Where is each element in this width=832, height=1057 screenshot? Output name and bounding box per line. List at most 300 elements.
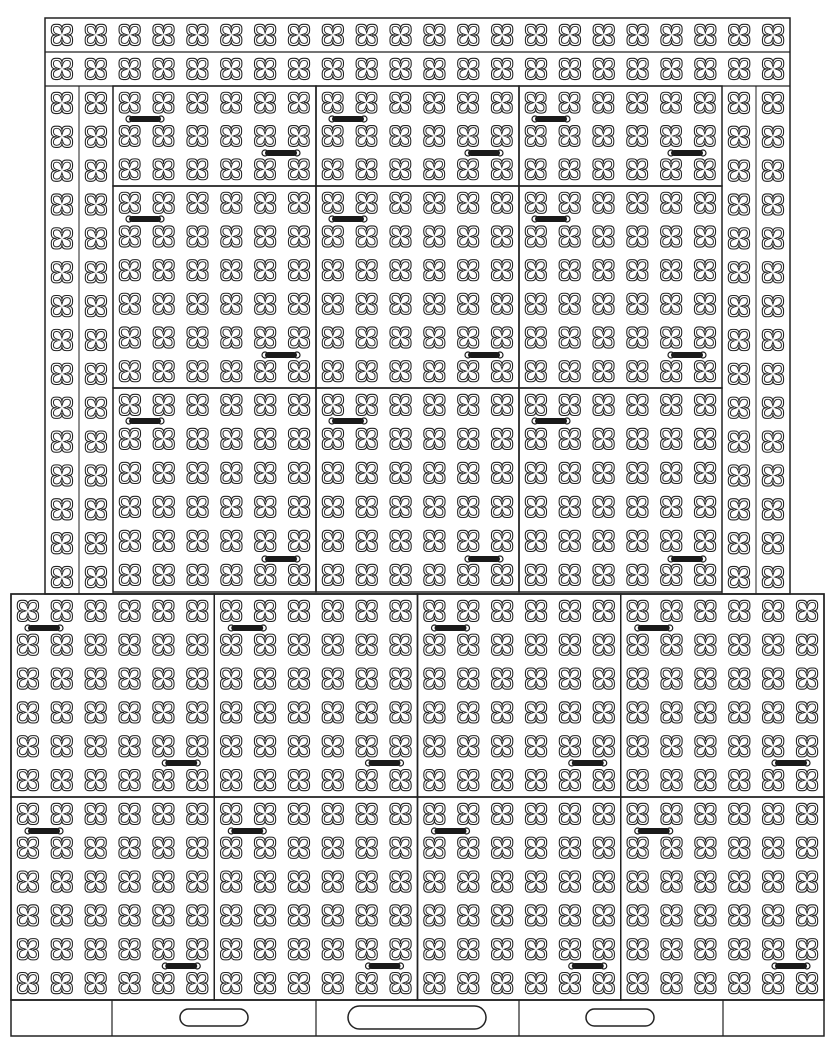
cross-cutout-icon: [661, 361, 682, 382]
cross-cutout-icon: [627, 837, 648, 858]
cross-cutout-icon: [187, 293, 208, 314]
cross-cutout-icon: [322, 668, 343, 689]
cross-cutout-icon: [593, 905, 614, 926]
cross-cutout-icon: [627, 668, 648, 689]
cross-cutout-icon: [492, 736, 513, 757]
cross-cutout-icon: [458, 634, 479, 655]
cross-cutout-icon: [187, 600, 208, 621]
cross-cutout-icon: [762, 126, 783, 147]
cross-cutout-icon: [627, 803, 648, 824]
cross-cutout-icon: [17, 668, 38, 689]
cross-cutout-icon: [390, 226, 411, 247]
cross-cutout-icon: [390, 58, 411, 79]
cross-cutout-icon: [458, 394, 479, 415]
cross-cutout-icon: [153, 905, 174, 926]
cross-cutout-icon: [51, 465, 72, 486]
cross-cutout-icon: [85, 600, 106, 621]
cross-cutout-icon: [254, 769, 275, 790]
cross-cutout-icon: [458, 939, 479, 960]
cross-cutout-icon: [728, 228, 749, 249]
cross-cutout-icon: [85, 92, 106, 113]
cross-cutout-icon: [356, 736, 377, 757]
cross-cutout-icon: [491, 428, 512, 449]
cross-cutout-icon: [390, 702, 411, 723]
cross-cutout-icon: [187, 496, 208, 517]
cross-cutout-icon: [593, 92, 614, 113]
cross-cutout-icon: [153, 634, 174, 655]
cross-cutout-icon: [153, 428, 174, 449]
cross-cutout-icon: [85, 58, 106, 79]
cross-cutout-icon: [491, 361, 512, 382]
cross-cutout-icon: [17, 837, 38, 858]
cross-cutout-icon: [424, 361, 445, 382]
cross-cutout-icon: [694, 293, 715, 314]
cross-cutout-icon: [322, 769, 343, 790]
cross-cutout-icon: [424, 668, 445, 689]
cross-cutout-icon: [559, 600, 580, 621]
cross-cutout-icon: [51, 972, 72, 993]
cross-cutout-icon: [458, 293, 479, 314]
cross-cutout-icon: [322, 462, 343, 483]
cross-cutout-icon: [627, 905, 648, 926]
cross-cutout-icon: [661, 126, 682, 147]
cross-cutout-icon: [153, 769, 174, 790]
cross-cutout-icon: [525, 972, 546, 993]
cross-cutout-icon: [661, 837, 682, 858]
cross-cutout-icon: [492, 634, 513, 655]
cross-cutout-icon: [390, 159, 411, 180]
cross-cutout-icon: [119, 58, 140, 79]
cross-cutout-icon: [153, 600, 174, 621]
cross-cutout-icon: [17, 702, 38, 723]
cross-cutout-icon: [525, 702, 546, 723]
cross-cutout-icon: [728, 363, 749, 384]
cross-cutout-icon: [390, 939, 411, 960]
cross-cutout-icon: [51, 803, 72, 824]
cross-cutout-icon: [356, 564, 377, 585]
cross-cutout-icon: [491, 394, 512, 415]
cross-cutout-icon: [695, 600, 716, 621]
cross-cutout-icon: [559, 530, 580, 551]
cross-cutout-icon: [85, 837, 106, 858]
cross-cutout-icon: [729, 939, 750, 960]
cross-cutout-icon: [458, 58, 479, 79]
upper-panel-section: [45, 18, 790, 594]
cross-cutout-icon: [153, 530, 174, 551]
cross-cutout-icon: [17, 769, 38, 790]
cross-cutout-icon: [694, 394, 715, 415]
cross-cutout-icon: [763, 803, 784, 824]
cross-cutout-icon: [51, 871, 72, 892]
cross-cutout-icon: [322, 92, 343, 113]
cross-cutout-icon: [559, 428, 580, 449]
cross-cutout-icon: [322, 837, 343, 858]
cross-cutout-icon: [356, 905, 377, 926]
cross-cutout-icon: [356, 530, 377, 551]
cross-cutout-icon: [694, 428, 715, 449]
cross-cutout-icon: [288, 361, 309, 382]
cross-cutout-icon: [694, 327, 715, 348]
cross-cutout-icon: [221, 803, 242, 824]
cross-cutout-icon: [729, 972, 750, 993]
cross-cutout-icon: [492, 58, 513, 79]
handle-icon: [262, 352, 300, 358]
lower-panel: [621, 797, 824, 1000]
cross-cutout-icon: [255, 293, 276, 314]
cross-cutout-icon: [221, 394, 242, 415]
cross-cutout-icon: [153, 192, 174, 213]
cross-cutout-icon: [390, 668, 411, 689]
cross-cutout-icon: [525, 327, 546, 348]
cross-cutout-icon: [153, 972, 174, 993]
handle-icon: [569, 760, 607, 766]
cross-cutout-icon: [254, 939, 275, 960]
base-frame: [11, 1000, 824, 1036]
cross-cutout-icon: [661, 702, 682, 723]
cross-cutout-icon: [356, 159, 377, 180]
cross-cutout-icon: [695, 24, 716, 45]
cross-cutout-icon: [593, 260, 614, 281]
cross-cutout-icon: [85, 397, 106, 418]
cross-cutout-icon: [424, 293, 445, 314]
cross-cutout-icon: [254, 634, 275, 655]
handle-icon: [465, 352, 503, 358]
cross-cutout-icon: [390, 462, 411, 483]
cross-cutout-icon: [729, 837, 750, 858]
cross-cutout-icon: [288, 428, 309, 449]
cross-cutout-icon: [729, 600, 750, 621]
cross-cutout-icon: [559, 564, 580, 585]
cross-cutout-icon: [254, 803, 275, 824]
cross-cutout-icon: [796, 668, 817, 689]
cross-cutout-icon: [593, 972, 614, 993]
cross-cutout-icon: [559, 226, 580, 247]
cross-cutout-icon: [492, 702, 513, 723]
cross-cutout-icon: [661, 327, 682, 348]
cross-cutout-icon: [51, 92, 72, 113]
cross-cutout-icon: [525, 462, 546, 483]
cross-cutout-icon: [661, 530, 682, 551]
cross-cutout-icon: [492, 803, 513, 824]
cross-cutout-icon: [356, 462, 377, 483]
cross-cutout-icon: [288, 634, 309, 655]
cross-cutout-icon: [695, 769, 716, 790]
cross-cutout-icon: [491, 564, 512, 585]
cross-cutout-icon: [356, 837, 377, 858]
cross-cutout-icon: [390, 600, 411, 621]
cross-cutout-icon: [187, 803, 208, 824]
cross-cutout-icon: [627, 462, 648, 483]
cross-cutout-icon: [51, 296, 72, 317]
cross-cutout-icon: [390, 837, 411, 858]
cross-cutout-icon: [85, 329, 106, 350]
cross-cutout-icon: [627, 126, 648, 147]
cross-cutout-icon: [458, 226, 479, 247]
cross-cutout-icon: [51, 769, 72, 790]
lower-panel: [214, 797, 417, 1000]
cross-cutout-icon: [593, 226, 614, 247]
cross-cutout-icon: [322, 905, 343, 926]
handle-icon: [228, 828, 266, 834]
cross-cutout-icon: [424, 871, 445, 892]
cross-cutout-icon: [695, 634, 716, 655]
cross-cutout-icon: [390, 769, 411, 790]
cross-cutout-icon: [661, 58, 682, 79]
cross-cutout-icon: [763, 939, 784, 960]
upper-panel: [316, 86, 519, 186]
cross-cutout-icon: [322, 871, 343, 892]
cross-cutout-icon: [525, 496, 546, 517]
cross-cutout-icon: [796, 803, 817, 824]
cross-cutout-icon: [187, 58, 208, 79]
cross-cutout-icon: [85, 431, 106, 452]
handle-icon: [668, 556, 706, 562]
cross-cutout-icon: [17, 871, 38, 892]
cross-cutout-icon: [525, 394, 546, 415]
cross-cutout-icon: [322, 58, 343, 79]
cross-cutout-icon: [661, 871, 682, 892]
cross-cutout-icon: [85, 24, 106, 45]
cross-cutout-icon: [661, 159, 682, 180]
cross-cutout-icon: [221, 192, 242, 213]
cross-cutout-icon: [593, 496, 614, 517]
handle-icon: [366, 963, 404, 969]
cross-cutout-icon: [356, 600, 377, 621]
cross-cutout-icon: [288, 769, 309, 790]
cross-cutout-icon: [51, 228, 72, 249]
cross-cutout-icon: [525, 126, 546, 147]
cross-cutout-icon: [221, 530, 242, 551]
cross-cutout-icon: [322, 939, 343, 960]
cross-cutout-icon: [728, 533, 749, 554]
cross-cutout-icon: [255, 260, 276, 281]
cross-cutout-icon: [153, 394, 174, 415]
cross-cutout-icon: [559, 837, 580, 858]
cross-cutout-icon: [221, 972, 242, 993]
cross-cutout-icon: [322, 803, 343, 824]
cross-cutout-icon: [356, 192, 377, 213]
cross-cutout-icon: [85, 296, 106, 317]
cross-cutout-icon: [390, 361, 411, 382]
cross-cutout-icon: [51, 126, 72, 147]
cross-cutout-icon: [593, 428, 614, 449]
cross-cutout-icon: [390, 126, 411, 147]
cross-cutout-icon: [525, 530, 546, 551]
cross-cutout-icon: [288, 126, 309, 147]
cross-cutout-icon: [356, 58, 377, 79]
cross-cutout-icon: [255, 361, 276, 382]
cross-cutout-icon: [762, 92, 783, 113]
cross-cutout-icon: [187, 668, 208, 689]
cross-cutout-icon: [288, 462, 309, 483]
cross-cutout-icon: [763, 871, 784, 892]
cross-cutout-icon: [762, 397, 783, 418]
cross-cutout-icon: [559, 394, 580, 415]
cross-cutout-icon: [288, 24, 309, 45]
cross-cutout-icon: [796, 905, 817, 926]
cross-cutout-icon: [390, 394, 411, 415]
cross-cutout-icon: [492, 24, 513, 45]
cross-cutout-icon: [85, 194, 106, 215]
cross-cutout-icon: [390, 496, 411, 517]
handle-icon: [262, 556, 300, 562]
cross-cutout-icon: [593, 769, 614, 790]
cross-cutout-icon: [221, 702, 242, 723]
cross-cutout-icon: [627, 226, 648, 247]
cross-cutout-icon: [221, 92, 242, 113]
cross-cutout-icon: [728, 160, 749, 181]
cross-cutout-icon: [424, 905, 445, 926]
cross-cutout-icon: [491, 530, 512, 551]
cross-cutout-icon: [187, 192, 208, 213]
cross-cutout-icon: [627, 600, 648, 621]
cross-cutout-icon: [559, 634, 580, 655]
cross-cutout-icon: [390, 293, 411, 314]
cross-cutout-icon: [322, 260, 343, 281]
cross-cutout-icon: [288, 837, 309, 858]
cross-cutout-icon: [661, 192, 682, 213]
cross-cutout-icon: [762, 566, 783, 587]
cross-cutout-icon: [390, 564, 411, 585]
cross-cutout-icon: [254, 871, 275, 892]
cross-cutout-icon: [119, 361, 140, 382]
cross-cutout-icon: [153, 702, 174, 723]
cross-cutout-icon: [119, 496, 140, 517]
cross-cutout-icon: [763, 634, 784, 655]
cross-cutout-icon: [762, 431, 783, 452]
cross-cutout-icon: [51, 194, 72, 215]
cross-cutout-icon: [356, 496, 377, 517]
cross-cutout-icon: [627, 394, 648, 415]
cross-cutout-icon: [525, 905, 546, 926]
cross-cutout-icon: [559, 361, 580, 382]
cross-cutout-icon: [728, 397, 749, 418]
cross-cutout-icon: [254, 58, 275, 79]
cross-cutout-icon: [153, 871, 174, 892]
cross-cutout-icon: [153, 293, 174, 314]
cross-cutout-icon: [424, 564, 445, 585]
cross-cutout-icon: [491, 126, 512, 147]
cross-cutout-icon: [187, 260, 208, 281]
cross-cutout-icon: [187, 972, 208, 993]
cross-cutout-icon: [796, 600, 817, 621]
cross-cutout-icon: [559, 58, 580, 79]
handle-icon: [126, 418, 164, 424]
handle-icon: [126, 216, 164, 222]
cross-cutout-icon: [458, 327, 479, 348]
cross-cutout-icon: [221, 634, 242, 655]
cross-cutout-icon: [390, 905, 411, 926]
cross-cutout-icon: [762, 499, 783, 520]
cross-cutout-icon: [51, 397, 72, 418]
cross-cutout-icon: [458, 905, 479, 926]
cross-cutout-icon: [187, 361, 208, 382]
cross-cutout-icon: [796, 634, 817, 655]
cross-cutout-icon: [51, 600, 72, 621]
cross-cutout-icon: [627, 293, 648, 314]
cross-cutout-icon: [255, 394, 276, 415]
cross-cutout-icon: [85, 702, 106, 723]
cross-cutout-icon: [288, 530, 309, 551]
cross-cutout-icon: [153, 668, 174, 689]
handle-icon: [668, 150, 706, 156]
cross-cutout-icon: [661, 736, 682, 757]
handle-icon: [772, 760, 810, 766]
cross-cutout-icon: [221, 226, 242, 247]
cross-cutout-icon: [187, 327, 208, 348]
cross-cutout-icon: [153, 736, 174, 757]
cross-cutout-icon: [593, 803, 614, 824]
cross-cutout-icon: [17, 905, 38, 926]
cross-cutout-icon: [17, 600, 38, 621]
cross-cutout-icon: [255, 226, 276, 247]
cross-cutout-icon: [694, 496, 715, 517]
cross-cutout-icon: [85, 871, 106, 892]
cross-cutout-icon: [458, 92, 479, 113]
cross-cutout-icon: [424, 192, 445, 213]
cross-cutout-icon: [221, 126, 242, 147]
cross-cutout-icon: [729, 871, 750, 892]
cross-cutout-icon: [661, 769, 682, 790]
cross-cutout-icon: [627, 564, 648, 585]
cross-cutout-icon: [254, 905, 275, 926]
cross-cutout-icon: [458, 361, 479, 382]
cross-cutout-icon: [51, 905, 72, 926]
cross-cutout-icon: [288, 564, 309, 585]
cross-cutout-icon: [51, 668, 72, 689]
cross-cutout-icon: [255, 159, 276, 180]
cross-cutout-icon: [153, 58, 174, 79]
cross-cutout-icon: [322, 600, 343, 621]
cross-cutout-icon: [119, 428, 140, 449]
cross-cutout-icon: [85, 566, 106, 587]
cross-cutout-icon: [593, 871, 614, 892]
cross-cutout-icon: [525, 24, 546, 45]
cross-cutout-icon: [694, 530, 715, 551]
cross-cutout-icon: [559, 871, 580, 892]
cross-cutout-icon: [187, 634, 208, 655]
cross-cutout-icon: [763, 736, 784, 757]
cross-cutout-icon: [288, 668, 309, 689]
cross-cutout-icon: [424, 260, 445, 281]
cross-cutout-icon: [559, 126, 580, 147]
handle-icon: [366, 760, 404, 766]
cross-cutout-icon: [525, 293, 546, 314]
cross-cutout-icon: [51, 837, 72, 858]
cross-cutout-icon: [119, 293, 140, 314]
cross-cutout-icon: [221, 564, 242, 585]
cross-cutout-icon: [525, 192, 546, 213]
cross-cutout-icon: [796, 736, 817, 757]
handle-icon: [432, 828, 470, 834]
cross-cutout-icon: [763, 769, 784, 790]
cross-cutout-icon: [661, 939, 682, 960]
cross-cutout-icon: [593, 462, 614, 483]
cross-cutout-icon: [119, 394, 140, 415]
cross-cutout-icon: [85, 126, 106, 147]
cross-cutout-icon: [661, 668, 682, 689]
cross-cutout-icon: [322, 126, 343, 147]
cross-cutout-icon: [796, 972, 817, 993]
cross-cutout-icon: [288, 600, 309, 621]
cross-cutout-icon: [424, 58, 445, 79]
cross-cutout-icon: [424, 126, 445, 147]
cross-cutout-icon: [187, 226, 208, 247]
cross-cutout-icon: [322, 394, 343, 415]
cross-cutout-icon: [728, 499, 749, 520]
cross-cutout-icon: [288, 736, 309, 757]
cross-cutout-icon: [288, 394, 309, 415]
